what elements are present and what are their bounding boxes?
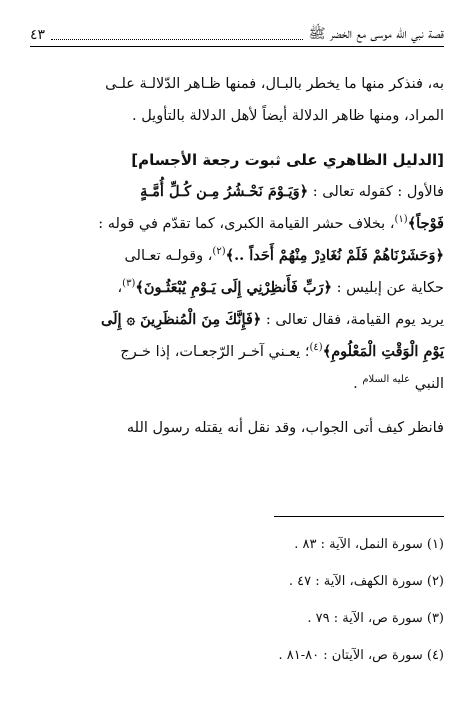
footnote: (٤) سورة ص، الآيتان : ٨٠-٨١ . — [278, 648, 444, 663]
text-line: ﴿وَحَشَرْنَاهُمْ فَلَمْ نُغَادِرْ مِنْهُمْ أَحَداً ..﴾$^{(٢)}$، وقولـه تعـالى — [124, 246, 444, 264]
quran-verse: ﴿رَبِّ فَأَنظِرْنِي إِلَى يَـوْمِ يُبْعَثُـونَ﴾ — [135, 279, 333, 296]
text-line: فانظر كيف أتى الجواب، وقد نقل أنه يقتله رسول الله — [126, 420, 444, 436]
honorific-mark: عليه السلام — [362, 374, 411, 386]
text-line: النبي $^{عليه السلام}$ . — [353, 374, 444, 392]
footnote: (٣) سورة ص، الآية : ٧٩ . — [307, 611, 444, 626]
quran-verse: فَوْجاً﴾ — [407, 215, 444, 232]
paragraph-gap — [30, 400, 444, 412]
text-line: المراد، ومنها ظاهر الدلالة أيضاً لأهل الدلالة بالتأويل . — [131, 108, 444, 124]
text-line: فَوْجاً﴾$^{(١)}$، بخلاف حشر القيامة الكبرى، كما تقدّم في قوله : — [98, 214, 444, 232]
footnotes — [30, 526, 444, 674]
quran-verse: يَوْمِ الْوَقْتِ الْمَعْلُومِ﴾ — [322, 343, 444, 360]
text-line: حكاية عن إبليس : ﴿رَبِّ فَأَنظِرْنِي إِلَى يَـوْمِ يُبْعَثُـونَ﴾$^{(٣)}$، — [117, 278, 444, 296]
running-title: قصة نبي الله موسى مع الخضر ﷺ — [308, 26, 444, 42]
text-line: به، فنذكر منها ما يخطر بالبـال، فمنها ظـاهر الدّلالـة علـى — [105, 76, 444, 92]
page-number: ٤٣ — [30, 27, 46, 43]
quran-verse: ﴿وَيَـوْمَ نَحْـشُرُ مِـن كُـلِّ أُمَّـةٍ — [140, 183, 309, 200]
section-heading: [الدليل الظاهري على ثبوت رجعة الأجسام] — [131, 151, 444, 169]
honorific-mark: ﷺ — [308, 26, 326, 42]
footnote-ref: (٢) — [212, 246, 226, 258]
footnote: (٢) سورة الكهف، الآية : ٤٧ . — [288, 574, 444, 589]
footnote: (١) سورة النمل، الآية : ٨٣ . — [294, 537, 444, 552]
footnote-divider — [274, 516, 444, 517]
header-leader-dots — [51, 39, 303, 40]
paragraph-gap — [30, 132, 444, 144]
footnote-ref: (٣) — [122, 278, 136, 290]
text-line: يريد يوم القيامة، فقال تعالى : ﴿فَإِنَّكَ مِنَ الْمُنظَرِينَ ۞ إِلَى — [100, 311, 444, 328]
main-text — [30, 68, 444, 444]
running-header — [30, 24, 444, 47]
text-line: يَوْمِ الْوَقْتِ الْمَعْلُومِ﴾$^{(٤)}$؛ يعـني آخـر الرّجعـات، إذا خـرج — [120, 342, 444, 360]
footnote-ref: (٤) — [309, 342, 323, 354]
quran-verse: ﴿وَحَشَرْنَاهُمْ فَلَمْ نُغَادِرْ مِنْهُمْ أَحَداً ..﴾ — [225, 247, 444, 264]
quran-verse: ﴿فَإِنَّكَ مِنَ الْمُنظَرِينَ ۞ إِلَى — [100, 311, 262, 328]
text-line: فالأول : كقوله تعالى : ﴿وَيَـوْمَ نَحْـشُرُ مِـن كُـلِّ أُمَّـةٍ — [140, 183, 444, 200]
footnote-ref: (١) — [394, 214, 408, 226]
